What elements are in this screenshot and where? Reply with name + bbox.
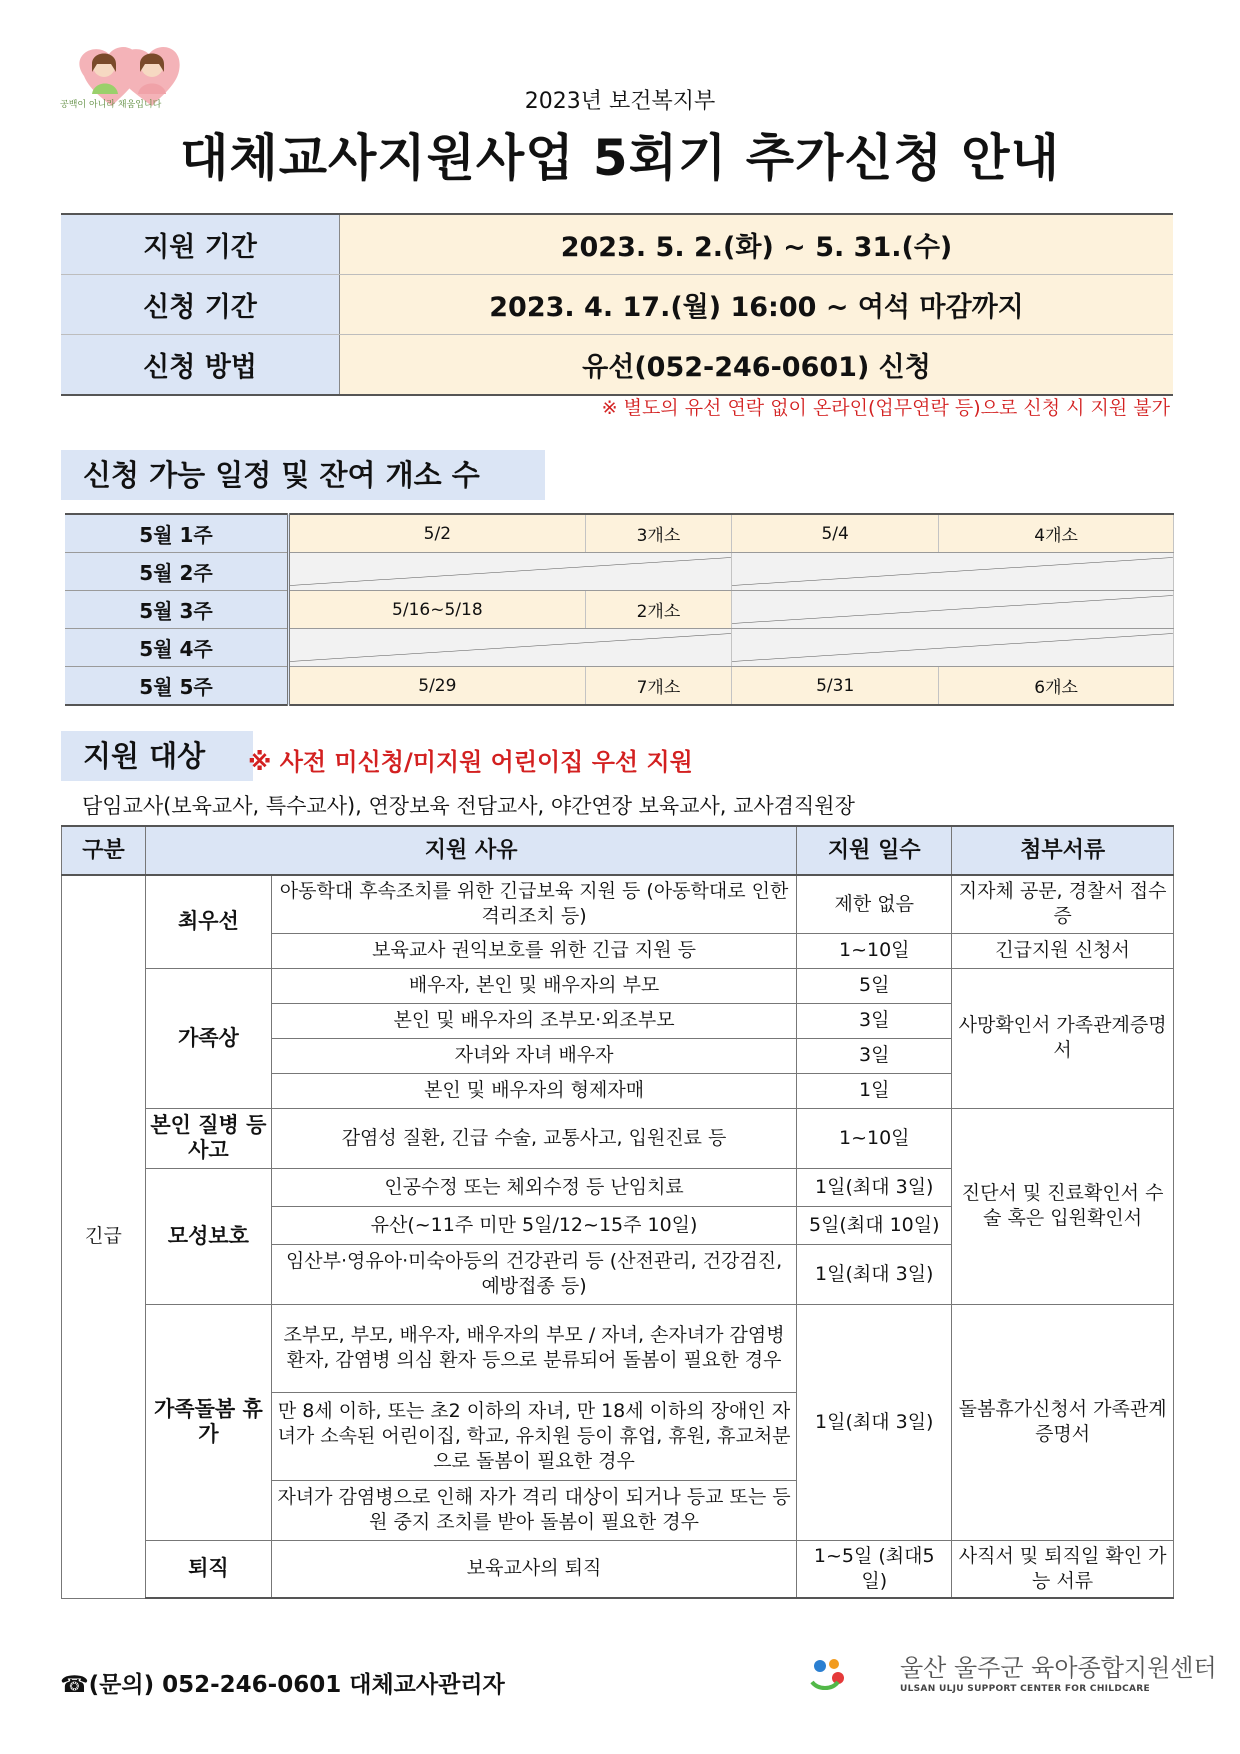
table-row (62, 968, 1174, 1003)
reason-cell: 아동학대 후속조치를 위한 긴급보육 지원 등 (아동학대로 인한 격리조치 등) (271, 875, 797, 933)
days-cell: 1일 (797, 1073, 952, 1108)
category-label: 모성보호 (145, 1168, 271, 1304)
support-reasons-table (61, 825, 1174, 1599)
schedule-slots: 4개소 (939, 514, 1174, 553)
reason-cell: 보육교사 권익보호를 위한 긴급 지원 등 (271, 933, 797, 968)
schedule-slots: 7개소 (585, 667, 731, 706)
documents-cell: 사망확인서 가족관계증명서 (952, 968, 1174, 1108)
documents-cell: 긴급지원 신청서 (952, 933, 1174, 968)
schedule-row (65, 629, 1174, 667)
footer-org-name-en: ULSAN ULJU SUPPORT CENTER FOR CHILDCARE (900, 1684, 1150, 1694)
schedule-section-title: 신청 가능 일정 및 잔여 개소 수 (61, 450, 545, 500)
week-label: 5월 3주 (65, 591, 289, 629)
days-cell: 1일(최대 3일) (797, 1168, 952, 1206)
days-cell: 5일(최대 10일) (797, 1206, 952, 1244)
info-row-method (61, 335, 1173, 396)
support-targets: 담임교사(보육교사, 특수교사), 연장보육 전담교사, 야간연장 보육교사, 교사겸직원장 (82, 794, 855, 818)
schedule-slots: 6개소 (939, 667, 1174, 706)
reason-cell: 인공수정 또는 체외수정 등 난임치료 (271, 1168, 797, 1206)
days-cell: 3일 (797, 1038, 952, 1073)
schedule-row (65, 667, 1174, 706)
info-value: 유선(052-246-0601) 신청 (340, 335, 1174, 396)
days-cell: 3일 (797, 1003, 952, 1038)
reason-cell: 본인 및 배우자의 조부모·외조부모 (271, 1003, 797, 1038)
info-value: 2023. 5. 2.(화) ~ 5. 31.(수) (340, 214, 1174, 275)
unavailable-cell (289, 553, 732, 591)
reason-cell: 만 8세 이하, 또는 초2 이하의 자녀, 만 18세 이하의 장애인 자녀가 소속된 어린이집, 학교, 유치원 등이 휴업, 휴원, 휴교처분으로 돌봄이 필요한 경우 (271, 1392, 797, 1480)
schedule-slots: 2개소 (585, 591, 731, 629)
table-row (62, 875, 1174, 933)
info-row-period (61, 214, 1173, 275)
reason-cell: 보육교사의 퇴직 (271, 1540, 797, 1598)
table-row (62, 1108, 1174, 1168)
documents-cell: 진단서 및 진료확인서 수술 혹은 입원확인서 (952, 1108, 1174, 1304)
info-label: 신청 기간 (61, 275, 340, 335)
days-cell: 제한 없음 (797, 875, 952, 933)
reason-cell: 배우자, 본인 및 배우자의 부모 (271, 968, 797, 1003)
unavailable-cell (732, 629, 1174, 667)
support-section-title: 지원 대상 (61, 731, 253, 781)
center-logo-icon (808, 1652, 848, 1692)
documents-cell: 사직서 및 퇴직일 확인 가능 서류 (952, 1540, 1174, 1598)
schedule-date: 5/2 (289, 514, 586, 553)
schedule-row (65, 591, 1174, 629)
info-label: 신청 방법 (61, 335, 340, 396)
info-value: 2023. 4. 17.(월) 16:00 ~ 여석 마감까지 (340, 275, 1174, 335)
reason-cell: 조부모, 부모, 배우자, 배우자의 부모 / 자녀, 손자녀가 감염병 환자, 감염병 의심 환자 등으로 분류되어 돌봄이 필요한 경우 (271, 1304, 797, 1392)
reason-cell: 본인 및 배우자의 형제자매 (271, 1073, 797, 1108)
header-days: 지원 일수 (797, 826, 952, 875)
schedule-date: 5/4 (732, 514, 939, 553)
week-label: 5월 2주 (65, 553, 289, 591)
reason-cell: 자녀가 감염병으로 인해 자가 격리 대상이 되거나 등교 또는 등원 중지 조치를 받아 돌봄이 필요한 경우 (271, 1480, 797, 1540)
days-cell: 1일(최대 3일) (797, 1304, 952, 1540)
info-note: ※ 별도의 유선 연락 없이 온라인(업무연락 등)으로 신청 시 지원 불가 (601, 397, 1170, 419)
header-category: 구분 (62, 826, 146, 875)
category-label: 가족돌봄 휴가 (145, 1304, 271, 1540)
table-row (62, 1540, 1174, 1598)
schedule-slots: 3개소 (585, 514, 731, 553)
days-cell: 5일 (797, 968, 952, 1003)
group-label: 긴급 (62, 875, 146, 1598)
page-title: 대체교사지원사업 5회기 추가신청 안내 (180, 129, 1060, 187)
week-label: 5월 1주 (65, 514, 289, 553)
category-label: 퇴직 (145, 1540, 271, 1598)
schedule-date: 5/16~5/18 (289, 591, 586, 629)
page-subtitle: 2023년 보건복지부 (524, 89, 716, 114)
info-label: 지원 기간 (61, 214, 340, 275)
days-cell: 1~10일 (797, 1108, 952, 1168)
days-cell: 1~10일 (797, 933, 952, 968)
unavailable-cell (289, 629, 732, 667)
reason-cell: 임산부·영유아·미숙아등의 건강관리 등 (산전관리, 건강검진, 예방접종 등) (271, 1244, 797, 1304)
documents-cell: 돌봄휴가신청서 가족관계증명서 (952, 1304, 1174, 1540)
category-label: 본인 질병 등 사고 (145, 1108, 271, 1168)
documents-cell: 지자체 공문, 경찰서 접수증 (952, 875, 1174, 933)
schedule-row (65, 553, 1174, 591)
reason-cell: 감염성 질환, 긴급 수술, 교통사고, 입원진료 등 (271, 1108, 797, 1168)
category-label: 가족상 (145, 968, 271, 1108)
unavailable-cell (732, 591, 1174, 629)
logo-tagline: 공백이 아니라 채움입니다 (60, 100, 162, 110)
schedule-row (65, 514, 1174, 553)
footer-contact: ☎(문의) 052-246-0601 대체교사관리자 (60, 1672, 505, 1698)
info-table (61, 213, 1173, 396)
week-label: 5월 5주 (65, 667, 289, 706)
days-cell: 1~5일 (최대5일) (797, 1540, 952, 1598)
header-documents: 첨부서류 (952, 826, 1174, 875)
table-row (62, 1304, 1174, 1392)
footer-org-name: 울산 울주군 육아종합지원센터 (900, 1654, 1217, 1682)
reason-cell: 유산(~11주 미만 5일/12~15주 10일) (271, 1206, 797, 1244)
priority-note: ※ 사전 미신청/미지원 어린이집 우선 지원 (248, 748, 693, 776)
reason-cell: 자녀와 자녀 배우자 (271, 1038, 797, 1073)
category-label: 최우선 (145, 875, 271, 968)
schedule-date: 5/29 (289, 667, 586, 706)
days-cell: 1일(최대 3일) (797, 1244, 952, 1304)
info-row-apply-period (61, 275, 1173, 335)
schedule-date: 5/31 (732, 667, 939, 706)
schedule-table (65, 513, 1174, 706)
unavailable-cell (732, 553, 1174, 591)
week-label: 5월 4주 (65, 629, 289, 667)
header-reason: 지원 사유 (145, 826, 796, 875)
